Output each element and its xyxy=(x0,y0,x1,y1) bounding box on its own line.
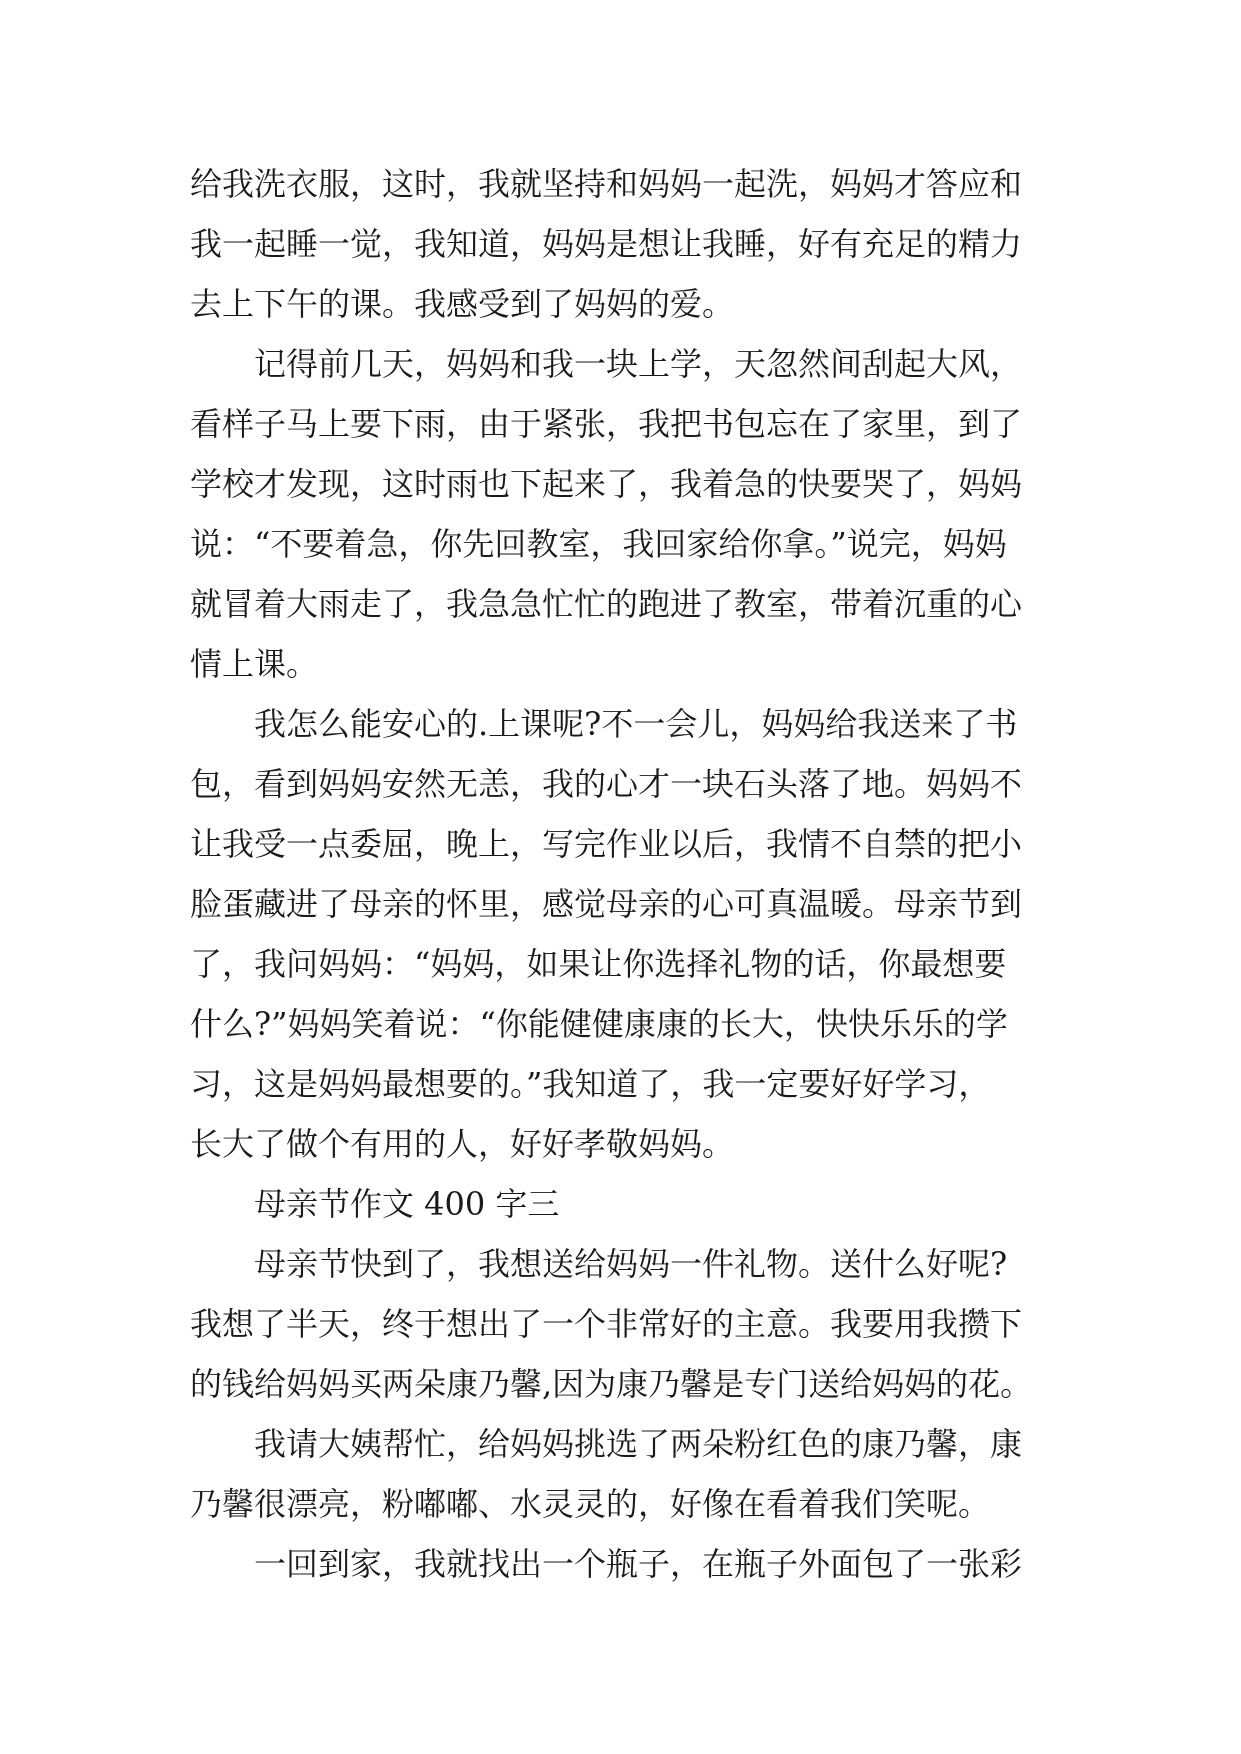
text-line: 包，看到妈妈安然无恙，我的心才一块石头落了地。妈妈不 xyxy=(190,765,1023,803)
text-line: 了，我问妈妈：“妈妈，如果让你选择礼物的话，你最想要 xyxy=(190,945,1007,983)
text-line: 让我受一点委屈，晚上，写完作业以后，我情不自禁的把小 xyxy=(190,825,1023,863)
text-line: 乃馨很漂亮，粉嘟嘟、水灵灵的，好像在看着我们笑呢。 xyxy=(190,1485,991,1523)
text-line: 什么?”妈妈笑着说：“你能健健康康的长大，快快乐乐的学 xyxy=(190,1005,1008,1043)
text-line: 记得前几天，妈妈和我一块上学，天忽然间刮起大风， xyxy=(190,345,1023,383)
text-line: 看样子马上要下雨，由于紧张，我把书包忘在了家里，到了 xyxy=(190,405,1023,443)
text-line: 我请大姨帮忙，给妈妈挑选了两朵粉红色的康乃馨，康 xyxy=(190,1425,1023,1463)
text-line: 给我洗衣服，这时，我就坚持和妈妈一起洗，妈妈才答应和 xyxy=(190,165,1023,203)
text-line: 习，这是妈妈最想要的。”我知道了，我一定要好好学习， xyxy=(190,1065,991,1103)
text-line: 情上课。 xyxy=(190,645,319,683)
text-line: 脸蛋藏进了母亲的怀里，感觉母亲的心可真温暖。母亲节到 xyxy=(190,885,1023,923)
text-line: 说：“不要着急，你先回教室，我回家给你拿。”说完，妈妈 xyxy=(190,525,1007,563)
text-line: 学校才发现，这时雨也下起来了，我着急的快要哭了，妈妈 xyxy=(190,465,1023,503)
text-line: 就冒着大雨走了，我急急忙忙的跑进了教室，带着沉重的心 xyxy=(190,585,1023,623)
text-line: 长大了做个有用的人，好好孝敬妈妈。 xyxy=(190,1125,735,1163)
text-line: 我一起睡一觉，我知道，妈妈是想让我睡，好有充足的精力 xyxy=(190,225,1023,263)
text-line: 我怎么能安心的.上课呢?不一会儿，妈妈给我送来了书 xyxy=(190,705,1018,743)
text-line: 一回到家，我就找出一个瓶子，在瓶子外面包了一张彩 xyxy=(190,1545,1023,1583)
text-line: 去上下午的课。我感受到了妈妈的爱。 xyxy=(190,285,735,323)
text-line: 母亲节快到了，我想送给妈妈一件礼物。送什么好呢? xyxy=(190,1245,1008,1283)
text-line: 我想了半天，终于想出了一个非常好的主意。我要用我攒下 xyxy=(190,1305,1023,1343)
text-line: 的钱给妈妈买两朵康乃馨,因为康乃馨是专门送给妈妈的花。 xyxy=(190,1365,1033,1403)
section-heading: 母亲节作文 400 字三 xyxy=(190,1185,560,1223)
